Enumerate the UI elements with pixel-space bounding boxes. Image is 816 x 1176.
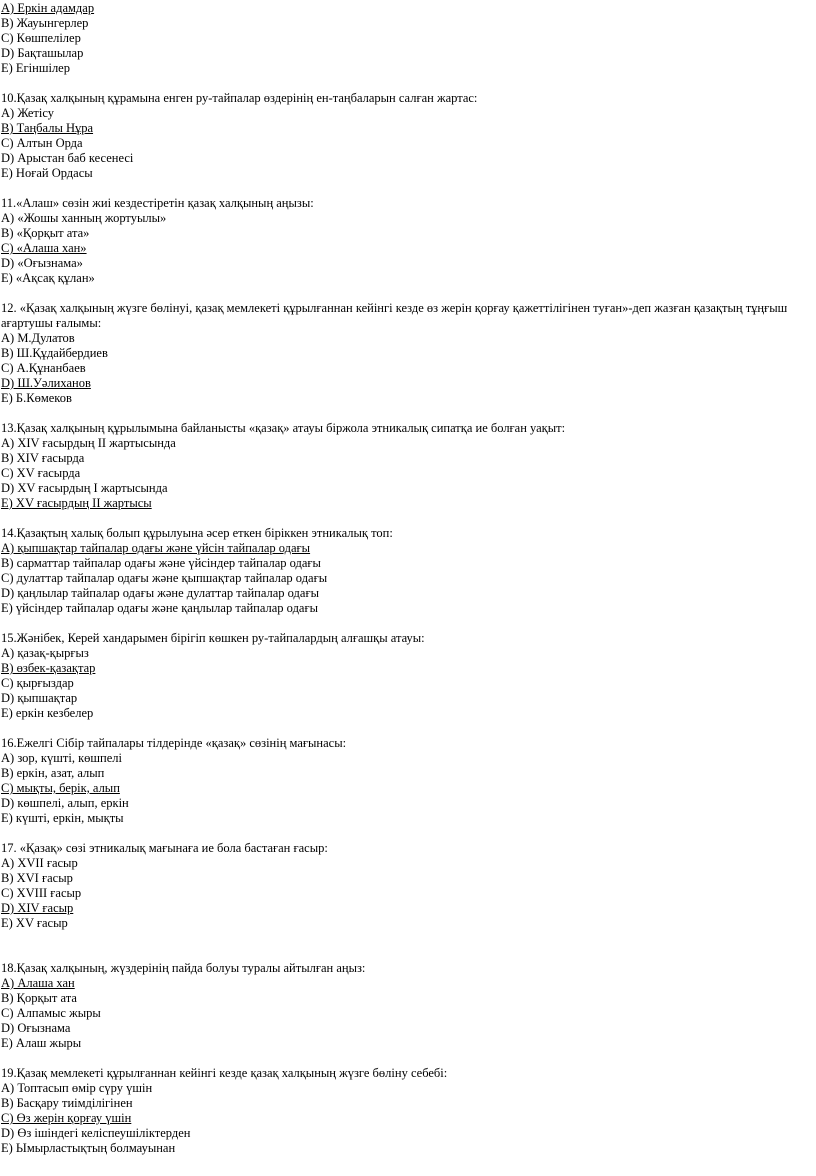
answer-option (1, 1021, 816, 1036)
option-text: C) XVIII ғасыр (1, 886, 82, 900)
question-text: 19.Қазақ мемлекеті құрылғаннан кейінгі кезде қазақ халқының жүзге бөліну себебі: (1, 1066, 448, 1080)
answer-option (1, 106, 816, 121)
option-text: A) «Жошы ханның жортуылы» (1, 211, 167, 225)
answer-option (1, 1006, 816, 1021)
option-text: B) Жауынгерлер (1, 16, 89, 30)
answer-option (1, 226, 816, 241)
option-text: B) XIV ғасырда (1, 451, 85, 465)
option-text: D) қыпшақтар (1, 691, 78, 705)
question-text: 11.«Алаш» сөзін жиі кездестіретін қазақ халқының аңызы: (1, 196, 314, 210)
question-text: 10.Қазақ халқының құрамына енген ру-тайпалар өздерінің ен-таңбаларын салған жартас: (1, 91, 478, 105)
spacer (1, 721, 816, 736)
option-text: D) XIV ғасыр (1, 901, 74, 915)
option-text: E) Б.Көмеков (1, 391, 72, 405)
answer-option (1, 901, 816, 916)
spacer (1, 826, 816, 841)
option-text: C) XV ғасырда (1, 466, 81, 480)
option-text: A) қыпшақтар тайпалар одағы және үйсін тайпалар одағы (1, 541, 311, 555)
option-text: E) еркін кезбелер (1, 706, 94, 720)
option-text: E) XV ғасыр (1, 916, 68, 930)
option-text: C) дулаттар тайпалар одағы және қыпшақтар тайпалар одағы (1, 571, 328, 585)
question-block (1, 196, 816, 286)
option-text: C) мықты, берік, алып (1, 781, 120, 795)
answer-option (1, 151, 816, 166)
question-text: 16.Ежелгі Сібір тайпалары тілдерінде «қазақ» сөзінің мағынасы: (1, 736, 347, 750)
answer-option (1, 16, 816, 31)
option-text: D) Оғызнама (1, 1021, 71, 1035)
answer-option (1, 691, 816, 706)
option-text: A) Алаша хан (1, 976, 75, 990)
option-text: E) үйсіндер тайпалар одағы және қаңлылар тайпалар одағы (1, 601, 319, 615)
answer-option (1, 886, 816, 901)
option-text: C) Алтын Орда (1, 136, 83, 150)
answer-option (1, 676, 816, 691)
answer-option (1, 1111, 816, 1126)
question-block (1, 961, 816, 1051)
question-text: 12. «Қазақ халқының жүзге бөлінуі, қазақ мемлекеті құрылғаннан кейінгі кезде өз жерін қорғау қажеттілігінен туған»-деп жазған қазақтың тұңғыш ағартушы ғалымы: (1, 301, 788, 330)
option-text: E) Ноғай Ордасы (1, 166, 93, 180)
answer-option (1, 766, 816, 781)
answer-option (1, 1, 816, 16)
option-text: E) Егіншілер (1, 61, 70, 75)
answer-option (1, 46, 816, 61)
answer-option (1, 781, 816, 796)
option-text: E) «Ақсақ құлан» (1, 271, 95, 285)
option-text: B) Қорқыт ата (1, 991, 77, 1005)
answer-option (1, 361, 816, 376)
option-text: D) Арыстан баб кесенесі (1, 151, 134, 165)
option-text: D) «Оғызнама» (1, 256, 83, 270)
answer-option (1, 166, 816, 181)
answer-option (1, 571, 816, 586)
answer-option (1, 661, 816, 676)
question-block (1, 301, 816, 406)
answer-option (1, 856, 816, 871)
option-text: B) еркін, азат, алып (1, 766, 105, 780)
option-text: A) Еркін адамдар (1, 1, 95, 15)
option-text: A) Жетісу (1, 106, 54, 120)
spacer (1, 181, 816, 196)
answer-option (1, 706, 816, 721)
option-text: A) Топтасып өмір сүру үшін (1, 1081, 153, 1095)
answer-option (1, 991, 816, 1006)
answer-option (1, 601, 816, 616)
prev-question-options (1, 1, 816, 76)
option-text: C) Алпамыс жыры (1, 1006, 101, 1020)
answer-option (1, 976, 816, 991)
option-text: D) қаңлылар тайпалар одағы және дулаттар тайпалар одағы (1, 586, 319, 600)
answer-option (1, 1036, 816, 1051)
option-text: A) XVII ғасыр (1, 856, 78, 870)
option-text: B) сарматтар тайпалар одағы және үйсіндер тайпалар одағы (1, 556, 321, 570)
test-document (1, 1, 816, 1176)
option-text: B) Таңбалы Нұра (1, 121, 94, 135)
option-text: B) XVI ғасыр (1, 871, 73, 885)
option-text: D) Бақташылар (1, 46, 84, 60)
answer-option (1, 31, 816, 46)
spacer (1, 286, 816, 301)
option-text: E) Алаш жыры (1, 1036, 82, 1050)
answer-option (1, 871, 816, 886)
option-text: C) А.Құнанбаев (1, 361, 86, 375)
option-text: E) XV ғасырдың II жартысы (1, 496, 152, 510)
answer-option (1, 211, 816, 226)
question-block (1, 736, 816, 826)
question-block (1, 1066, 816, 1156)
option-text: B) Ш.Құдайбердиев (1, 346, 108, 360)
answer-option (1, 556, 816, 571)
option-text: D) XV ғасырдың I жартысында (1, 481, 168, 495)
spacer (1, 511, 816, 526)
option-text: D) көшпелі, алып, еркін (1, 796, 129, 810)
question-block (1, 526, 816, 616)
question-text: 13.Қазақ халқының құрылымына байланысты «қазақ» атауы біржола этникалық сипатқа ие болған уақыт: (1, 421, 566, 435)
option-text: B) өзбек-қазақтар (1, 661, 96, 675)
answer-option (1, 811, 816, 826)
answer-option (1, 796, 816, 811)
option-text: A) М.Дулатов (1, 331, 75, 345)
spacer (1, 1051, 816, 1066)
answer-option (1, 1141, 816, 1156)
answer-option (1, 916, 816, 931)
answer-option (1, 1096, 816, 1111)
answer-option (1, 241, 816, 256)
answer-option (1, 346, 816, 361)
answer-option (1, 481, 816, 496)
answer-option (1, 121, 816, 136)
question-block (1, 91, 816, 181)
option-text: D) Ш.Уәлиханов (1, 376, 91, 390)
answer-option (1, 646, 816, 661)
answer-option (1, 1081, 816, 1096)
option-text: C) қырғыздар (1, 676, 74, 690)
option-text: B) Басқару тиімділігінен (1, 1096, 133, 1110)
option-text: A) XIV ғасырдың II жартысында (1, 436, 176, 450)
answer-option (1, 391, 816, 406)
answer-option (1, 751, 816, 766)
spacer (1, 616, 816, 631)
option-text: C) «Алаша хан» (1, 241, 87, 255)
option-text: E) күшті, еркін, мықты (1, 811, 124, 825)
question-block (1, 421, 816, 511)
option-text: B) «Қорқыт ата» (1, 226, 90, 240)
option-text: C) Өз жерін қорғау үшін (1, 1111, 132, 1125)
answer-option (1, 1126, 816, 1141)
answer-option (1, 331, 816, 346)
answer-option (1, 136, 816, 151)
answer-option (1, 586, 816, 601)
question-block (1, 841, 816, 931)
question-text: 15.Жәнібек, Керей хандарымен бірігіп көшкен ру-тайпалардың алғашқы атауы: (1, 631, 425, 645)
answer-option (1, 466, 816, 481)
question-block (1, 631, 816, 721)
option-text: E) Ымырластықтың болмауынан (1, 1141, 176, 1155)
spacer (1, 76, 816, 91)
question-text: 14.Қазақтың халық болып құрылуына әсер еткен біріккен этникалық топ: (1, 526, 393, 540)
answer-option (1, 271, 816, 286)
option-text: A) зор, күшті, көшпелі (1, 751, 122, 765)
question-text: 17. «Қазақ» сөзі этникалық мағынаға ие бола бастаған ғасыр: (1, 841, 328, 855)
question-text: 18.Қазақ халқының, жүздерінің пайда болуы туралы айтылған аңыз: (1, 961, 366, 975)
answer-option (1, 541, 816, 556)
answer-option (1, 376, 816, 391)
spacer (1, 406, 816, 421)
option-text: D) Өз ішіндегі келіспеушіліктерден (1, 1126, 191, 1140)
option-text: A) қазақ-қырғыз (1, 646, 89, 660)
answer-option (1, 436, 816, 451)
option-text: C) Көшпелілер (1, 31, 81, 45)
spacer (1, 931, 816, 961)
answer-option (1, 61, 816, 76)
answer-option (1, 496, 816, 511)
answer-option (1, 451, 816, 466)
answer-option (1, 256, 816, 271)
